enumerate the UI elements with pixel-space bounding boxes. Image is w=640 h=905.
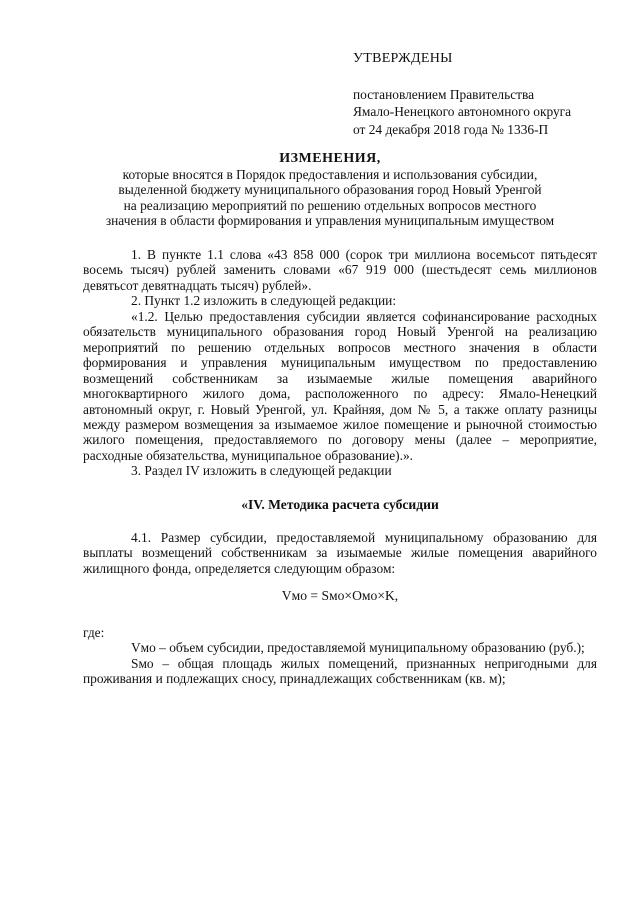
- approval-heading: УТВЕРЖДЕНЫ: [353, 51, 453, 66]
- amendments-body: [83, 247, 597, 479]
- paragraph-1: 1. В пункте 1.1 слова «43 858 000 (сорок три миллиона восемьсот пятьдесят восемь тысяч) рублей заменить словами «67 919 000 (шестьдесят семь миллионов девятьсот девятнадцать тысяч) рублей».: [83, 247, 597, 293]
- section-title: «IV. Методика расчета субсидии: [241, 497, 439, 512]
- formula: Vмо = Sмо×Омо×K,: [281, 588, 399, 603]
- definitions: [83, 625, 597, 687]
- document-title: [60, 151, 600, 229]
- approval-line: Ямало-Ненецкого автономного округа: [353, 104, 572, 119]
- title-main: ИЗМЕНЕНИЯ,: [279, 151, 381, 166]
- approval-block: [353, 50, 613, 138]
- title-line: значения в области формирования и управления муниципальным имуществом: [105, 213, 555, 229]
- paragraph-3: «1.2. Целью предоставления субсидии является софинансирование расходных обязательств муниципального образования город Новый Уренгой на реализацию мероприятий по решению отдельных вопросов местного значения в области формирования и управления муниципальным имуществом по предоставлению возмещений собственникам за изымаемые жилые помещения аварийного многоквартирного жилого дома, расположенного по адресу: Ямало-Ненецкий автономный округ, г. Новый Уренгой, ул. Крайняя, дом № 5, а также оплату разницы между размером возмещения за изымаемое жилое помещение и рыночной стоимостью жилого помещения, предоставляемого по договору мены (далее – мероприятие, расходные обязательства, муниципальное образование).».: [83, 308, 597, 463]
- definition-s: Sмо – общая площадь жилых помещений, признанных непригодными для проживания и подлежащих сносу, принадлежащих собственникам (кв. м);: [83, 655, 597, 687]
- paragraph-4-1: 4.1. Размер субсидии, предоставляемой муниципальному образованию для выплаты возмещений собственникам за изымаемые жилые помещения аварийного жилищного фонда, определяется следующим образом:: [83, 530, 597, 576]
- title-line: которые вносятся в Порядок предоставления и использования субсидии,: [122, 166, 538, 182]
- title-line: на реализацию мероприятий по решению отдельных вопросов местного: [123, 197, 537, 213]
- paragraph-4: 3. Раздел IV изложить в следующей редакции: [131, 463, 392, 479]
- approval-line: от 24 декабря 2018 года № 1336-П: [353, 121, 549, 137]
- section-paragraph: [83, 530, 597, 576]
- title-line: выделенной бюджету муниципального образования город Новый Уренгой: [118, 182, 542, 198]
- where-label: где:: [83, 625, 105, 640]
- paragraph-2: 2. Пункт 1.2 изложить в следующей редакции:: [131, 293, 397, 309]
- approval-line: постановлением Правительства: [353, 86, 535, 102]
- definition-v: Vмо – объем субсидии, предоставляемой муниципальному образованию (руб.);: [131, 640, 585, 656]
